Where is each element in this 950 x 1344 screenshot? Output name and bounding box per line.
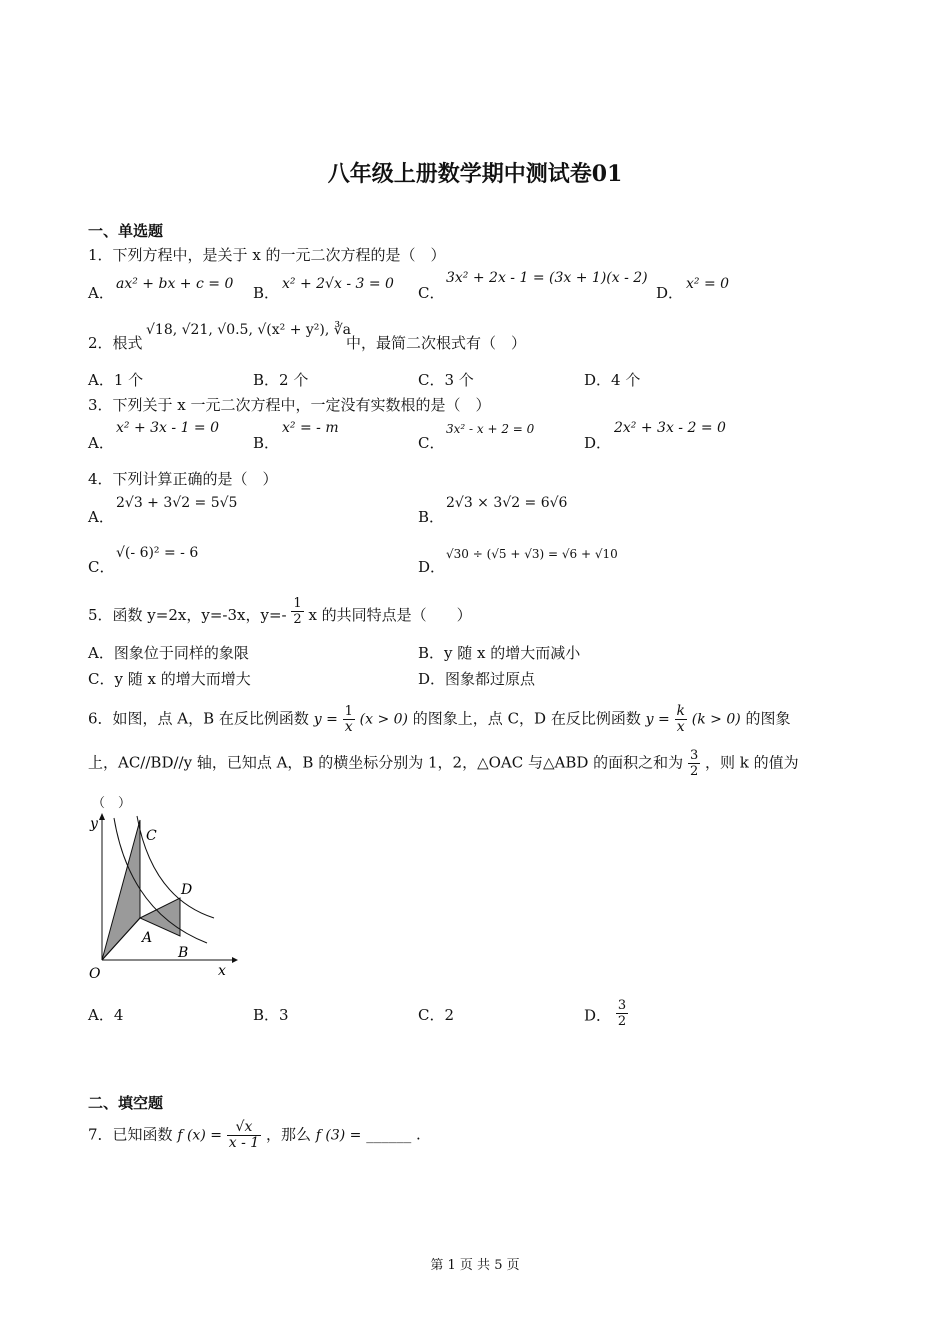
- page-footer: 第 1 页 共 5 页: [430, 1258, 520, 1273]
- q6-func2-fraction: $\frac{k}{x}$: [676, 703, 685, 735]
- q3-option-d-label: D．: [584, 434, 612, 452]
- question-6-line-2: [88, 748, 799, 779]
- q7-prefix: 7．已知函数: [88, 1125, 173, 1144]
- question-2-radicals: √18, √21, √0.5, √(x² + y²), ∛a: [146, 322, 352, 338]
- q4-option-a-math: 2√3 + 3√2 = 5√5: [116, 495, 238, 511]
- q6-option-d-label: D．: [584, 1006, 612, 1025]
- q1-option-b-label: B．: [253, 284, 280, 302]
- q4-option-a-label: A．: [88, 508, 114, 526]
- section-heading-single-choice: 一、单选题: [88, 222, 164, 240]
- section-heading-fill-in: 二、填空题: [88, 1094, 164, 1112]
- q3-option-d-math: 2x² + 3x - 2 = 0: [614, 420, 726, 436]
- question-4-stem: 4．下列计算正确的是（ ）: [88, 470, 278, 488]
- label-c: C: [146, 828, 157, 844]
- q6-func1-fraction: $\frac{1}{x}$: [344, 704, 353, 735]
- q1-option-a-label: A．: [88, 284, 114, 302]
- q6-line2-prefix: 上，AC//BD//y 轴，已知点 A，B 的横坐标分别为 1，2，△OAC 与△ABD 的面积之和为: [88, 753, 684, 772]
- question-5-stem: [88, 595, 472, 627]
- label-x: x: [218, 963, 226, 979]
- q5-option-a: A．图象位于同样的象限: [88, 644, 249, 662]
- question-5-fraction: $\frac{1}{2}$: [293, 595, 302, 627]
- q6-area-fraction: $\frac{3}{2}$: [689, 748, 699, 779]
- q6-option-a: A．4: [88, 1006, 124, 1024]
- q6-option-c: C．2: [418, 1006, 455, 1024]
- q7-function-value: f (3) =: [315, 1127, 362, 1144]
- q3-option-a-label: A．: [88, 434, 114, 452]
- q5-option-c: C．y 随 x 的增大而增大: [88, 670, 251, 688]
- q6-line2-suffix: ，则 k 的值为: [705, 753, 799, 772]
- q5-option-d: D．图象都过原点: [418, 670, 536, 688]
- q6-line1-middle: 的图象上，点 C，D 在反比例函数: [412, 709, 641, 728]
- question-7-stem: [88, 1120, 421, 1151]
- q4-option-d-math: √30 ÷ (√5 + √3) = √6 + √10: [446, 547, 618, 561]
- q2-option-d: D．4 个: [584, 371, 641, 389]
- q3-option-c-label: C．: [418, 434, 445, 452]
- q6-option-d: [584, 998, 628, 1029]
- question-6-line-1: [88, 704, 791, 735]
- q7-function-fraction: $\frac{√x}{x - 1}$: [228, 1119, 260, 1151]
- label-y: y: [90, 816, 98, 832]
- question-2-stem-suffix: 中，最简二次根式有（ ）: [346, 334, 527, 352]
- q4-option-b-label: B．: [418, 508, 445, 526]
- x-axis-arrow-icon: [232, 957, 238, 963]
- q6-line1-suffix: 的图象: [745, 709, 791, 728]
- label-d: D: [181, 882, 193, 898]
- label-a: A: [142, 930, 153, 946]
- question-1-stem: 1．下列方程中，是关于 x 的一元二次方程的是（ ）: [88, 246, 446, 264]
- q6-line1-prefix: 6．如图，点 A，B 在反比例函数: [88, 709, 309, 728]
- q6-figure: [82, 808, 242, 983]
- q4-option-b-math: 2√3 × 3√2 = 6√6: [446, 495, 568, 511]
- q7-function-lhs: f (x) =: [177, 1127, 222, 1144]
- q2-option-a: A．1 个: [88, 371, 144, 389]
- q1-option-c-math: 3x² + 2x - 1 = (3x + 1)(x - 2): [446, 270, 648, 286]
- q2-option-c: C．3 个: [418, 371, 474, 389]
- q2-option-b: B．2 个: [253, 371, 309, 389]
- q5-option-b: B．y 随 x 的增大而减小: [418, 644, 581, 662]
- question-3-stem: 3．下列关于 x 一元二次方程中，一定没有实数根的是（ ）: [88, 396, 491, 414]
- q4-option-d-label: D．: [418, 558, 446, 576]
- question-6-line-3: （ ）: [92, 796, 132, 811]
- q4-option-c-math: √(- 6)² = - 6: [116, 545, 199, 561]
- question-2-stem-prefix: 2．根式: [88, 334, 143, 352]
- y-axis-arrow-icon: [99, 813, 105, 820]
- q3-option-b-label: B．: [253, 434, 280, 452]
- label-b: B: [178, 945, 189, 961]
- q6-func1-condition: (x > 0): [359, 711, 409, 728]
- q1-option-b-math: x² + 2√x - 3 = 0: [282, 276, 394, 292]
- q6-func2-condition: (k > 0): [691, 711, 741, 728]
- q6-func2-y: y =: [645, 711, 670, 728]
- label-o: O: [89, 966, 101, 982]
- page-title: 八年级上册数学期中测试卷01: [327, 161, 623, 187]
- q3-option-b-math: x² = - m: [282, 420, 339, 436]
- q3-option-a-math: x² + 3x - 1 = 0: [116, 420, 220, 436]
- q1-option-d-math: x² = 0: [686, 276, 730, 292]
- q1-option-a-math: ax² + bx + c = 0: [116, 276, 234, 292]
- q6-option-b: B．3: [253, 1006, 289, 1024]
- q1-option-d-label: D．: [656, 284, 684, 302]
- q7-answer-blank[interactable]: ______: [366, 1125, 412, 1144]
- question-5-stem-prefix: 5．函数 y=2x，y=-3x，y=-: [88, 606, 287, 624]
- q7-middle: ，那么: [265, 1125, 311, 1144]
- q4-option-c-label: C．: [88, 558, 115, 576]
- q3-option-c-math: 3x² - x + 2 = 0: [446, 422, 535, 436]
- q6-option-d-fraction: $\frac{3}{2}$: [617, 998, 627, 1029]
- q6-func1-y: y =: [313, 711, 338, 728]
- q7-suffix: .: [415, 1125, 421, 1144]
- question-5-stem-suffix: x 的共同特点是（ ）: [308, 606, 472, 624]
- q1-option-c-label: C．: [418, 284, 445, 302]
